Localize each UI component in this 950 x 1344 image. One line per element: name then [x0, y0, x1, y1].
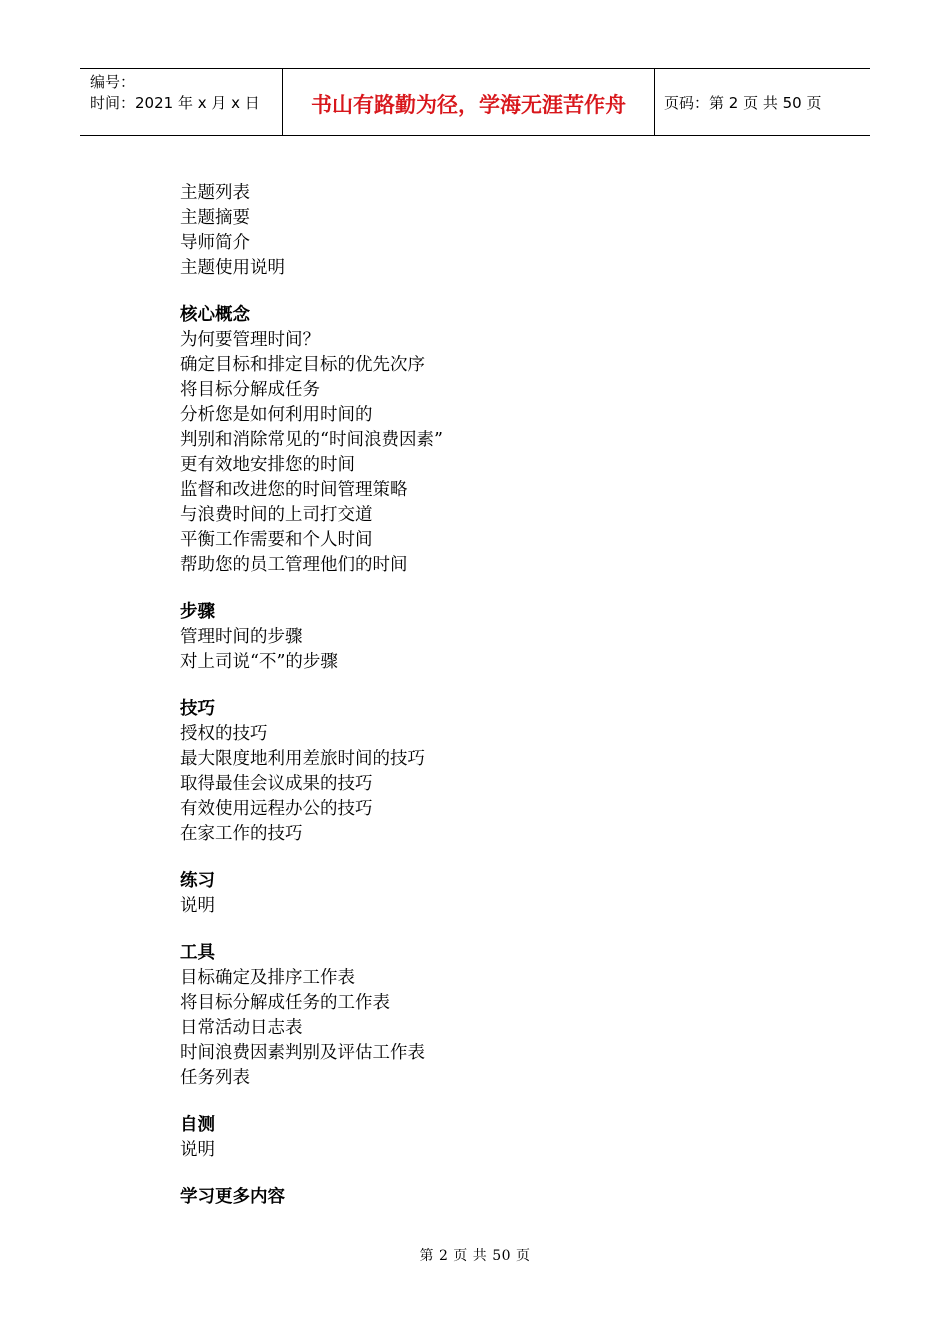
- toc-item[interactable]: 帮助您的员工管理他们的时间: [180, 555, 408, 575]
- page-footer: 第 2 页 共 50 页: [419, 1248, 531, 1264]
- section-tips: [180, 697, 780, 847]
- toc-item[interactable]: 目标确定及排序工作表: [180, 968, 355, 988]
- intro-list: [180, 181, 780, 281]
- section-heading: 自测: [180, 1115, 215, 1135]
- toc-item[interactable]: 取得最佳会议成果的技巧: [180, 774, 373, 794]
- toc-item[interactable]: 主题使用说明: [180, 258, 285, 278]
- toc-item[interactable]: 主题列表: [180, 183, 250, 203]
- section-self-test: [180, 1113, 780, 1163]
- toc-item[interactable]: 与浪费时间的上司打交道: [180, 505, 373, 525]
- section-steps: [180, 600, 780, 675]
- time-label: 时间：2021 年 x 月 x 日: [90, 94, 260, 112]
- table-of-contents: [180, 181, 780, 1210]
- toc-item[interactable]: 监督和改进您的时间管理策略: [180, 480, 408, 500]
- toc-item[interactable]: 时间浪费因素判别及评估工作表: [180, 1043, 425, 1063]
- section-heading: 核心概念: [180, 305, 250, 325]
- toc-item[interactable]: 将目标分解成任务: [180, 380, 320, 400]
- toc-item[interactable]: 确定目标和排定目标的优先次序: [180, 355, 425, 375]
- toc-item[interactable]: 授权的技巧: [180, 724, 268, 744]
- section-heading: 步骤: [180, 602, 215, 622]
- section-exercises: [180, 869, 780, 919]
- section-heading[interactable]: 学习更多内容: [180, 1187, 285, 1207]
- toc-item[interactable]: 有效使用远程办公的技巧: [180, 799, 373, 819]
- header-motto: 书山有路勤为径，学海无涯苦作舟: [282, 69, 655, 135]
- section-heading: 工具: [180, 943, 215, 963]
- section-core-concepts: [180, 303, 780, 578]
- section-tools: [180, 941, 780, 1091]
- toc-item[interactable]: 最大限度地利用差旅时间的技巧: [180, 749, 425, 769]
- header-meta: [80, 69, 282, 135]
- section-learn-more: [180, 1185, 780, 1210]
- page-header: [80, 68, 870, 136]
- toc-item[interactable]: 说明: [180, 1140, 215, 1160]
- toc-item[interactable]: 平衡工作需要和个人时间: [180, 530, 373, 550]
- toc-item[interactable]: 在家工作的技巧: [180, 824, 303, 844]
- section-heading: 练习: [180, 871, 215, 891]
- toc-item[interactable]: 将目标分解成任务的工作表: [180, 993, 390, 1013]
- toc-item[interactable]: 日常活动日志表: [180, 1018, 303, 1038]
- toc-item[interactable]: 为何要管理时间？: [180, 330, 320, 350]
- header-page-info: 页码：第 2 页 共 50 页: [664, 93, 822, 112]
- toc-item[interactable]: 分析您是如何利用时间的: [180, 405, 373, 425]
- section-heading: 技巧: [180, 699, 215, 719]
- toc-item[interactable]: 管理时间的步骤: [180, 627, 303, 647]
- toc-item[interactable]: 导师简介: [180, 233, 250, 253]
- toc-item[interactable]: 主题摘要: [180, 208, 250, 228]
- number-label: 编号：: [90, 73, 136, 91]
- toc-item[interactable]: 说明: [180, 896, 215, 916]
- toc-item[interactable]: 判别和消除常见的“时间浪费因素”: [180, 430, 443, 450]
- toc-item[interactable]: 对上司说“不”的步骤: [180, 652, 338, 672]
- toc-item[interactable]: 更有效地安排您的时间: [180, 455, 355, 475]
- toc-item[interactable]: 任务列表: [180, 1068, 250, 1088]
